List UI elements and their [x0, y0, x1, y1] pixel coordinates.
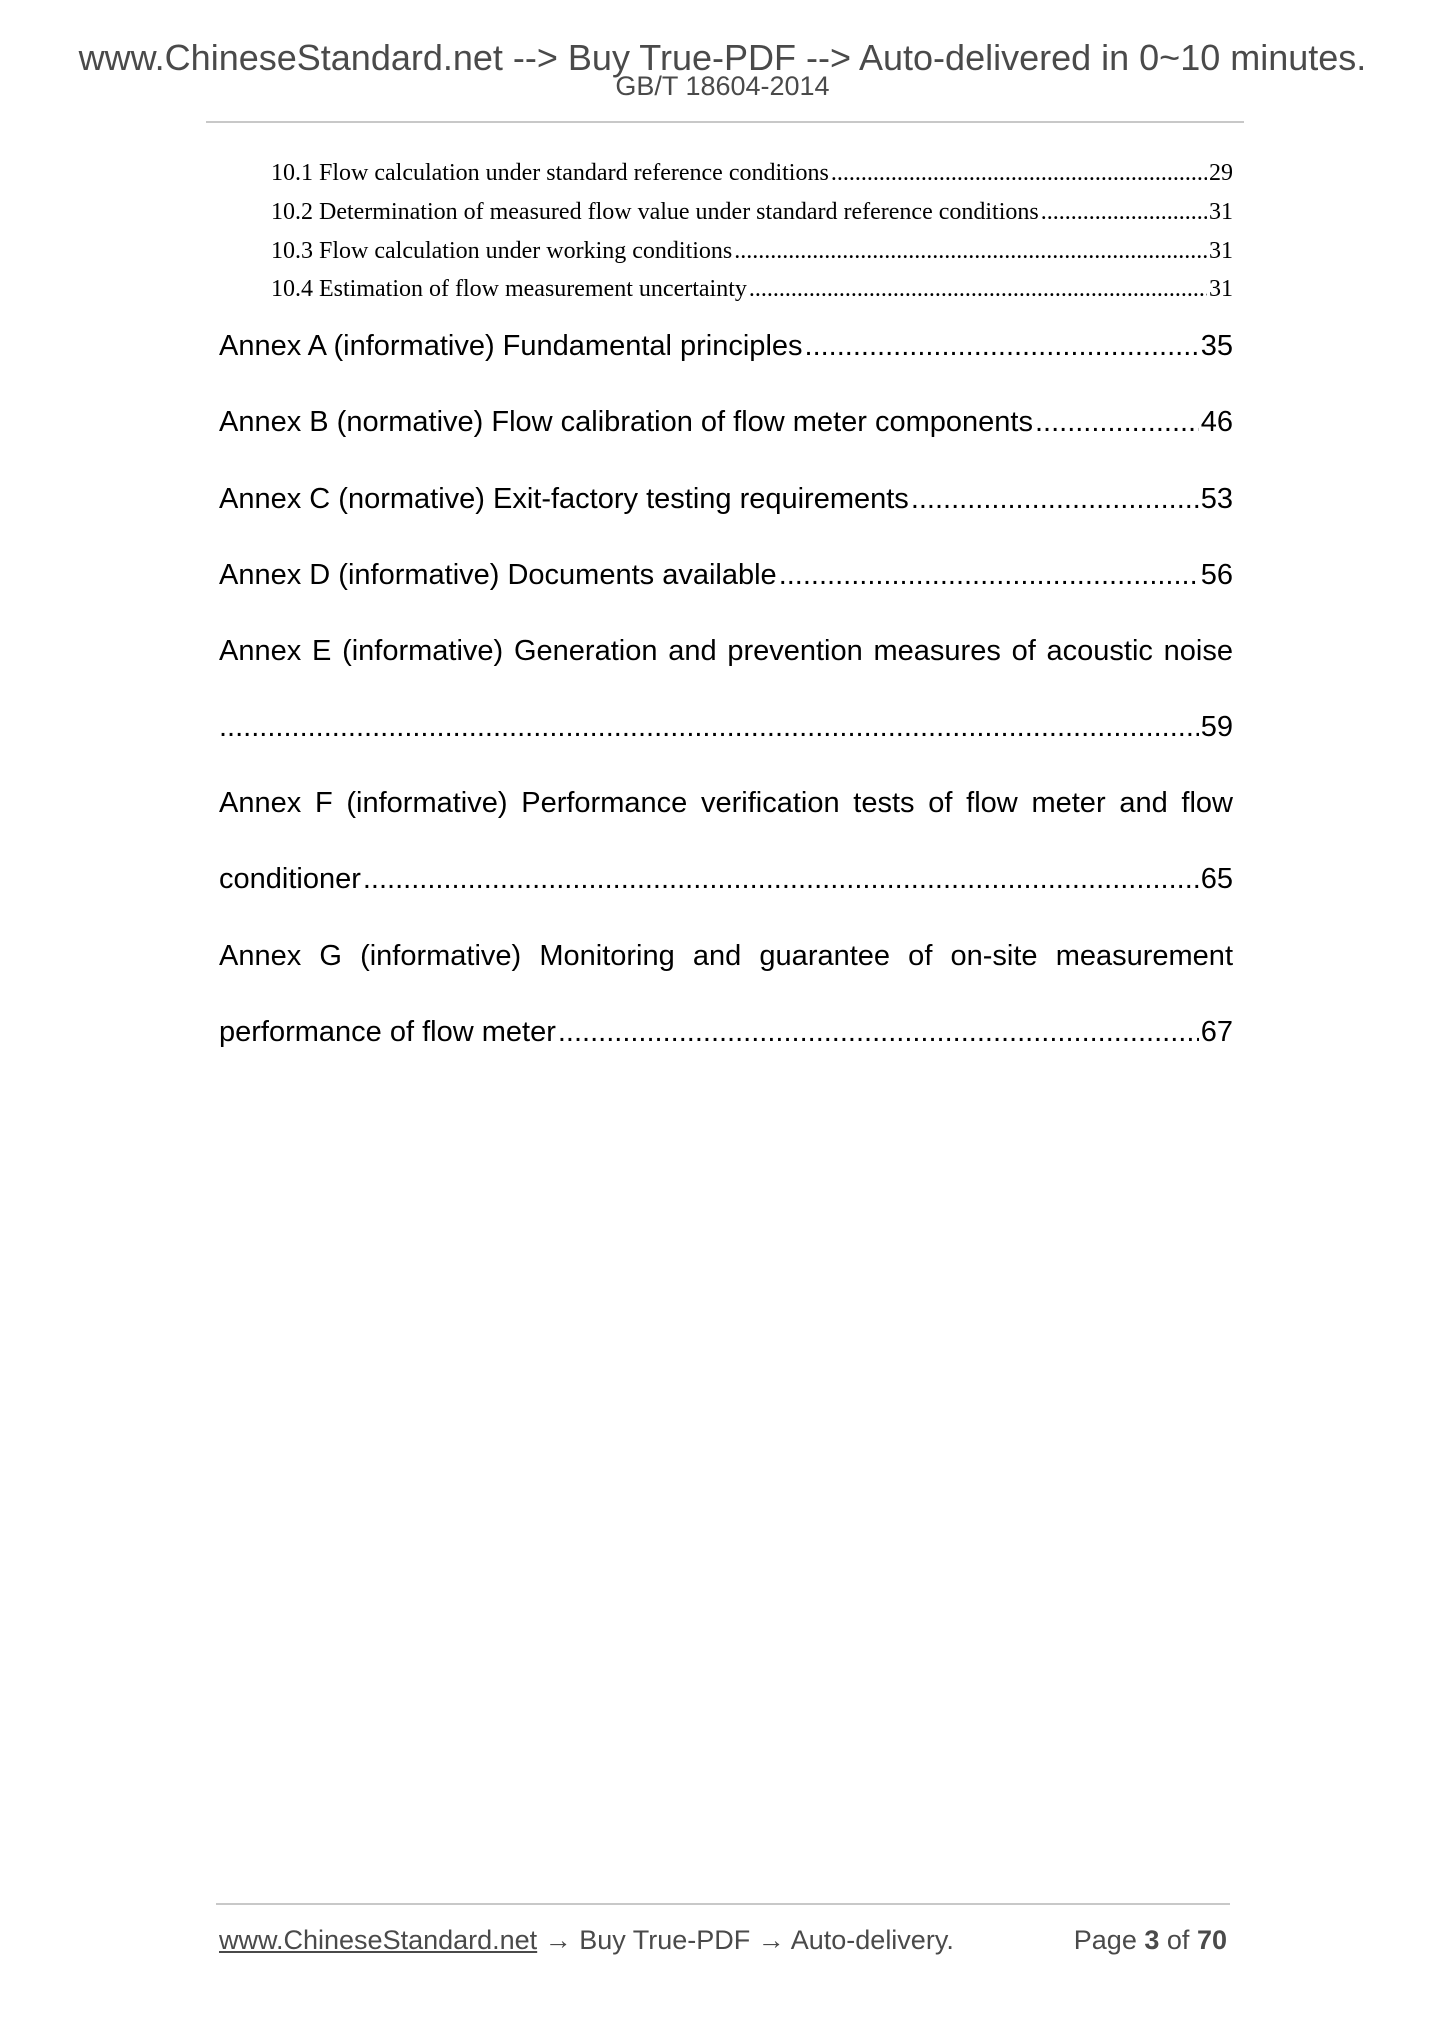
toc-entry-annex-c[interactable] [219, 481, 1233, 517]
toc-leader-dots [363, 861, 1199, 897]
toc-entry-10-3[interactable] [271, 236, 1233, 266]
toc-entry-title: Annex B (normative) Flow calibration of flow meter components [219, 406, 1033, 438]
footer-website-link[interactable]: www.ChineseStandard.net [219, 1925, 538, 1955]
toc-entry-annex-d[interactable] [219, 557, 1233, 593]
toc-entry-annex-a[interactable] [219, 328, 1233, 364]
footer-tagline: → Buy True-PDF → Auto-delivery. [537, 1925, 954, 1955]
toc-entry-annex-e-line2[interactable] [219, 709, 1233, 745]
toc-entry-title: Annex D (informative) Documents available [219, 559, 777, 591]
toc-entry-title: Annex C (normative) Exit-factory testing requirements [219, 483, 909, 515]
header-banner: www.ChineseStandard.net --> Buy True-PDF --> Auto-delivered in 0~10 minutes. [78, 37, 1367, 78]
standard-id: GB/T 18604-2014 [615, 71, 830, 101]
toc-entry-10-1[interactable] [271, 158, 1233, 188]
toc-entry-annex-e-line1[interactable]: Annex E (informative) Generation and prevention measures of acoustic noise [219, 635, 1233, 667]
toc-leader-dots [805, 328, 1199, 364]
toc-entry-page: 65 [1200, 863, 1233, 895]
toc-entry-page: 53 [1200, 483, 1233, 515]
toc-leader-dots [558, 1014, 1199, 1050]
toc-entry-page: 35 [1200, 330, 1233, 362]
toc-entry-title: 10.3 Flow calculation under working conditions [271, 238, 733, 264]
toc-entry-10-4[interactable] [271, 274, 1233, 304]
toc-leader-dots [734, 236, 1207, 266]
toc-entry-page: 67 [1200, 1016, 1233, 1048]
page-current: 3 [1144, 1925, 1160, 1955]
toc-entry-annex-g-line1[interactable]: Annex G (informative) Monitoring and guarantee of on-site measurement [219, 940, 1233, 972]
toc-entry-10-2[interactable] [271, 197, 1233, 227]
page-of-label: of [1166, 1925, 1190, 1955]
header-divider [206, 121, 1244, 123]
toc-entry-title: conditioner [219, 863, 361, 895]
toc-entry-annex-b[interactable] [219, 404, 1233, 440]
toc-entry-page: 46 [1200, 406, 1233, 438]
toc-entry-page: 59 [1200, 711, 1233, 743]
page-total: 70 [1196, 1925, 1227, 1955]
toc-entry-page: 29 [1209, 160, 1233, 186]
toc-leader-dots [911, 481, 1199, 517]
toc-leader-dots [831, 158, 1207, 188]
toc-entry-page: 56 [1200, 559, 1233, 591]
toc-entry-title: 10.4 Estimation of flow measurement uncertainty [271, 276, 747, 302]
toc-entry-page: 31 [1209, 199, 1233, 225]
toc-leader-dots [749, 274, 1207, 304]
toc-entry-annex-g-line2[interactable] [219, 1014, 1233, 1050]
footer-divider [216, 1903, 1230, 1905]
toc-entry-page: 31 [1209, 276, 1233, 302]
toc-entry-annex-f-line1[interactable]: Annex F (informative) Performance verification tests of flow meter and flow [219, 787, 1233, 819]
toc-leader-dots [779, 557, 1199, 593]
toc-entry-title: Annex A (informative) Fundamental principles [219, 330, 803, 362]
toc-entry-page: 31 [1209, 238, 1233, 264]
toc-entry-title: 10.1 Flow calculation under standard reference conditions [271, 160, 829, 186]
toc-leader-dots [1041, 197, 1207, 227]
page-label: Page [1073, 1925, 1137, 1955]
toc-entry-annex-f-line2[interactable] [219, 861, 1233, 897]
page-indicator [1074, 1923, 1227, 1957]
toc-leader-dots [219, 709, 1199, 745]
toc-entry-title: performance of flow meter [219, 1016, 556, 1048]
toc-leader-dots [1035, 404, 1199, 440]
toc-entry-title: 10.2 Determination of measured flow value under standard reference conditions [271, 199, 1039, 225]
page-footer [219, 1923, 1227, 1957]
